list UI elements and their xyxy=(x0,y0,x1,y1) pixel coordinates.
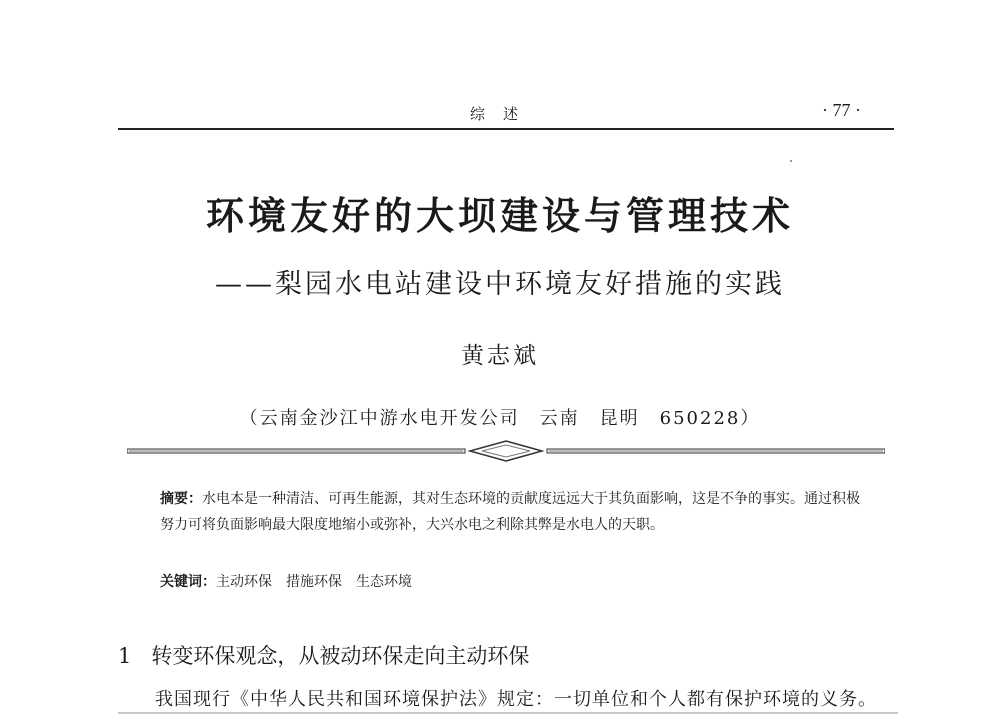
abstract xyxy=(160,486,860,538)
running-header-section: 综述 xyxy=(470,105,537,123)
body-paragraph: 我国现行《中华人民共和国环境保护法》规定：一切单位和个人都有保护环境的义务。 xyxy=(155,689,877,710)
ornamental-divider xyxy=(127,438,885,464)
scan-speck xyxy=(790,160,792,162)
keywords xyxy=(160,571,412,591)
keyword: 主动环保 xyxy=(216,574,272,590)
author-name: 黄志斌 xyxy=(461,343,539,369)
section-heading xyxy=(118,640,529,670)
keyword: 措施环保 xyxy=(286,574,342,590)
page-number: · 77 · xyxy=(822,100,861,120)
cut-off-text-line xyxy=(118,712,898,724)
abstract-label: 摘要： xyxy=(160,491,202,507)
author-affiliation: （云南金沙江中游水电开发公司 云南 昆明 650228） xyxy=(239,408,761,429)
paper-subtitle: ——梨园水电站建设中环境友好措施的实践 xyxy=(215,269,785,300)
header-rule xyxy=(118,128,894,130)
section-title: 转变环保观念，从被动环保走向主动环保 xyxy=(151,644,530,668)
keyword: 生态环境 xyxy=(356,574,412,590)
section-number: 1 xyxy=(118,644,132,668)
keywords-label: 关键词： xyxy=(160,574,216,590)
paper-title: 环境友好的大坝建设与管理技术 xyxy=(205,194,794,238)
abstract-text: 水电本是一种清洁、可再生能源，其对生态环境的贡献度远远大于其负面影响，这是不争的事实。通过积极努力可将负面影响最大限度地缩小或弥补，大兴水电之利除其弊是水电人的天职。 xyxy=(160,491,860,533)
